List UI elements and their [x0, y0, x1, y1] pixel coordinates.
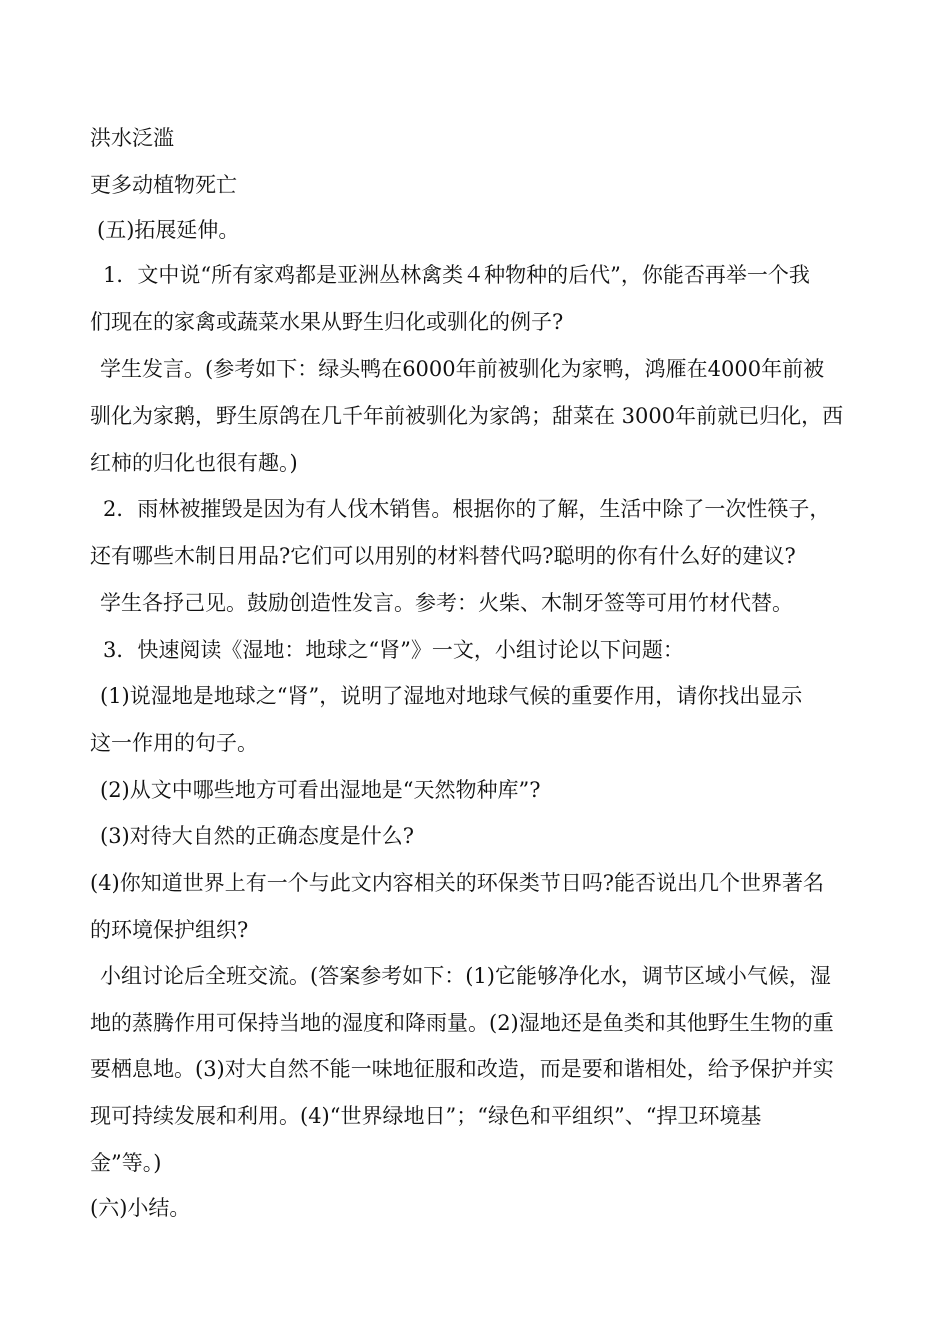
- answer-2: 学生各抒己见。鼓励创造性发言。参考：火柴、木制牙签等可用竹材代替。: [100, 591, 793, 615]
- section-heading-summary: (六)小结。: [90, 1196, 191, 1220]
- question-1-line-2: 们现在的家禽或蔬菜水果从野生归化或驯化的例子?: [90, 310, 564, 334]
- question-3: 3．快速阅读《湿地：地球之“肾”》一文，小组讨论以下问题：: [103, 638, 684, 662]
- answer-1-line-1: 学生发言。(参考如下：绿头鸭在6000年前被驯化为家鸭，鸿雁在4000年前被: [100, 357, 825, 381]
- section-heading-extension: (五)拓展延伸。: [97, 218, 240, 242]
- answer-3-line-5: 金”等。): [90, 1151, 162, 1175]
- question-2-line-1: 2．雨林被摧毁是因为有人伐木销售。根据你的了解，生活中除了一次性筷子，: [103, 497, 831, 521]
- answer-1-line-2: 驯化为家鹅，野生原鸽在几千年前被驯化为家鸽；甜菜在 3000年前就已归化，西: [90, 404, 844, 428]
- sub-question-2: (2)从文中哪些地方可看出湿地是“天然物种库”?: [100, 778, 541, 802]
- sub-question-4-line-1: (4)你知道世界上有一个与此文内容相关的环保类节日吗?能否说出几个世界著名: [90, 871, 825, 895]
- answer-3-line-3: 要栖息地。(3)对大自然不能一味地征服和改造，而是要和谐相处，给予保护并实: [90, 1057, 834, 1081]
- line-flood: 洪水泛滥: [90, 126, 174, 150]
- sub-question-4-line-2: 的环境保护组织?: [90, 918, 249, 942]
- answer-3-line-1: 小组讨论后全班交流。(答案参考如下：(1)它能够净化水，调节区域小气候，湿: [100, 964, 831, 988]
- question-1-line-1: 1．文中说“所有家鸡都是亚洲丛林禽类４种物种的后代”，你能否再举一个我: [103, 263, 810, 287]
- sub-question-1-line-2: 这一作用的句子。: [90, 731, 258, 755]
- sub-question-3: (3)对待大自然的正确态度是什么?: [100, 824, 415, 848]
- sub-question-1-line-1: (1)说湿地是地球之“肾”，说明了湿地对地球气候的重要作用，请你找出显示: [100, 684, 803, 708]
- answer-3-line-2: 地的蒸腾作用可保持当地的湿度和降雨量。(2)湿地还是鱼类和其他野生生物的重: [90, 1011, 834, 1035]
- line-more-deaths: 更多动植物死亡: [90, 173, 237, 197]
- question-2-line-2: 还有哪些木制日用品?它们可以用别的材料替代吗?聪明的你有什么好的建议?: [90, 544, 796, 568]
- answer-1-line-3: 红柿的归化也很有趣。): [90, 451, 298, 475]
- answer-3-line-4: 现可持续发展和利用。(4)“世界绿地日”；“绿色和平组织”、“捍卫环境基: [90, 1104, 762, 1128]
